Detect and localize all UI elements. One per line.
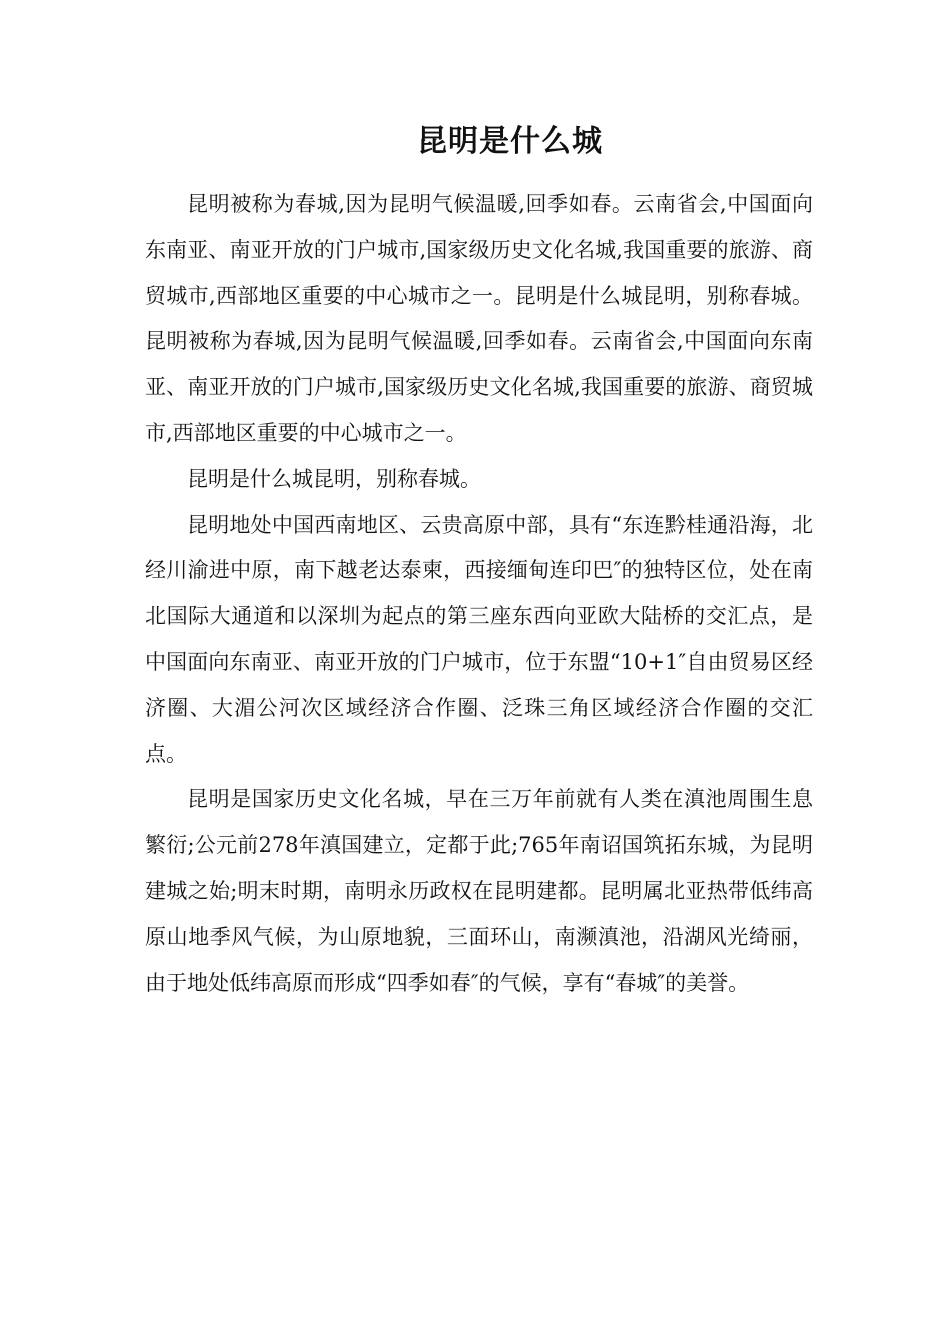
- paragraph-2: 昆明是什么城昆明，别称春城。: [187, 466, 481, 491]
- document-body: [145, 182, 813, 1006]
- paragraph-4: 昆明是国家历史文化名城，早在三万年前就有人类在滇池周围生息繁衍;公元前278年滇国建立，定都于此;765年南诏国筑拓东城，为昆明建城之始;明末时期，南明永历政权在昆明建都。昆明属北亚热带低纬高原山地季风气候，为山原地貌，三面环山，南濒滇池，沿湖风光绮丽，由于地处低纬高原而形成“四季如春″的气候，享有“春城″的美誉。: [145, 787, 813, 995]
- paragraph-3: 昆明地处中国西南地区、云贵高原中部，具有“东连黔桂通沿海，北经川渝进中原，南下越老达泰柬，西接缅甸连印巴″的独特区位，处在南北国际大通道和以深圳为起点的第三座东西向亚欧大陆桥的交汇点，是中国面向东南亚、南亚开放的门户城市，位于东盟“10+1″自由贸易区经济圈、大湄公河次区域经济合作圈、泛珠三角区域经济合作圈的交汇点。: [145, 512, 813, 766]
- document-title: 昆明是什么城: [417, 124, 603, 159]
- paragraph-1: 昆明被称为春城,因为昆明气候温暖,回季如春。云南省会,中国面向东南亚、南亚开放的门户城市,国家级历史文化名城,我国重要的旅游、商贸城市,西部地区重要的中心城市之一。昆明是什么城昆明，别称春城。昆明被称为春城,因为昆明气候温暖,回季如春。云南省会,中国面向东南亚、南亚开放的门户城市,国家级历史文化名城,我国重要的旅游、商贸城市,西部地区重要的中心城市之一。: [145, 192, 813, 445]
